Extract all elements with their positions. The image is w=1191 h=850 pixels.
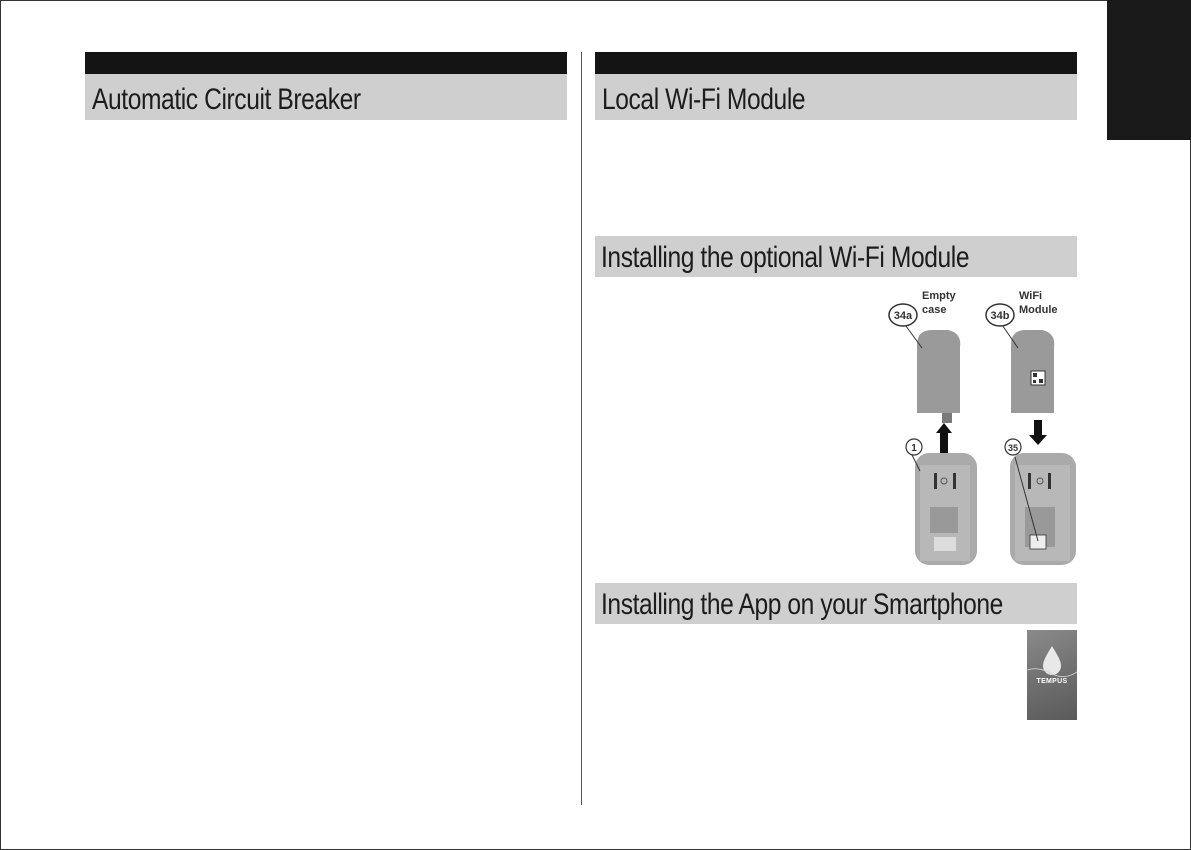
badge-34b (986, 304, 1014, 326)
column-divider (581, 52, 582, 805)
section-title-install-wifi: Installing the optional Wi-Fi Module (595, 236, 1077, 277)
section-title-local-wifi: Local Wi-Fi Module (595, 74, 1077, 120)
local-wifi-header (595, 52, 1077, 120)
svg-text:1: 1 (911, 443, 917, 454)
svg-text:35: 35 (1007, 443, 1019, 453)
tempus-app-tile (1027, 630, 1077, 720)
caption-wifi: WiFi (1019, 290, 1043, 302)
chapter-edge-tab (1107, 0, 1191, 140)
svg-text:34b: 34b (990, 310, 1010, 322)
section-title-circuit-breaker: Automatic Circuit Breaker (85, 74, 567, 120)
section-title-install-app: Installing the App on your Smartphone (595, 583, 1077, 624)
app-name: TEMPUS (1036, 678, 1068, 685)
callout-35 (1005, 439, 1021, 455)
badge-34a (889, 304, 917, 326)
header-bar (85, 52, 567, 74)
caption-case: case (922, 304, 947, 316)
header-bar (595, 52, 1077, 74)
svg-text:34a: 34a (893, 310, 913, 322)
wifi-module-install-figure (860, 285, 1080, 570)
caption-empty: Empty (922, 290, 956, 302)
caption-module: Module (1019, 304, 1058, 316)
callout-1 (906, 439, 922, 455)
circuit-breaker-header (85, 52, 567, 120)
water-drop-icon (1027, 630, 1077, 720)
empty-case-photo (915, 330, 977, 565)
